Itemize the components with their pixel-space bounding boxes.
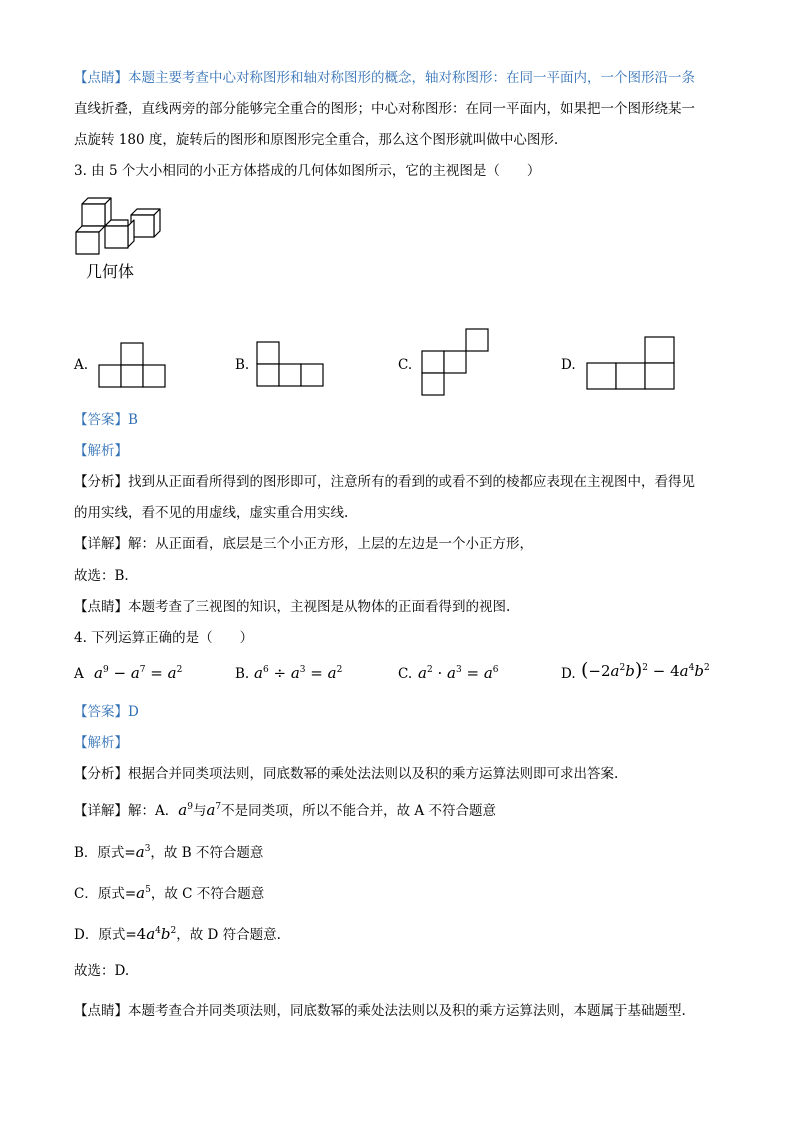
q4-detail-d-expr: $4a^4b^2$ [136,925,177,943]
q4-detail-a-mid: 与 [192,803,207,819]
q3-figure-caption: 几何体 [86,262,135,281]
q3-option-d-figure [586,336,678,392]
q3-jiexi: 【解析】 [74,443,128,459]
q2-comment-line-3: 点旋转 180 度，旋转后的图形和原图形完全重合，那么这个图形就叫做中心图形. [74,132,559,148]
q2-comment-text-1: 【点睛】本题主要考查中心对称图形和轴对称图形的概念，轴对称图形：在同一平面内，一个图形沿一条 [74,70,695,86]
q3-detail: 【详解】解：从正面看，底层是三个小正方形，上层的左边是一个小正方形， [74,536,533,552]
q3-choose: 故选：B. [74,568,129,584]
q4-detail-d-prefix: D．原式= [74,927,137,943]
q4-detail-b [74,842,263,863]
q3-solid-figure [74,196,184,256]
q4-option-b-expr: $a^6 \div a^3 = a^2$ [254,664,343,682]
q4-detail-c-suffix: ，故 C 不符合题意 [150,886,265,902]
q4-choose: 故选：D. [74,963,130,979]
q3-option-c-label: C. [398,357,413,373]
q3-stem: 3. 由 5 个大小相同的小正方体搭成的几何体如图所示，它的主视图是（ ） [74,163,541,179]
q4-detail-a [74,800,496,821]
q4-option-d-label: D. [561,666,576,682]
q4-analysis: 【分析】根据合并同类项法则，同底数幂的乘处法法则以及积的乘方运算法则即可求出答案. [74,766,619,782]
q4-comment: 【点睛】本题考查合并同类项法则，同底数幂的乘处法法则以及积的乘方运算法则，本题属于基础题型. [74,1003,686,1019]
q3-option-d-label: D. [561,357,576,373]
q4-detail-b-expr: $a^3$ [135,843,151,861]
q4-detail-a-prefix: 【详解】解：A． [74,803,179,819]
q4-detail-c-expr: $a^5$ [136,884,151,902]
q4-detail-b-prefix: B．原式= [74,845,136,861]
q4-detail-d-suffix: ，故 D 符合题意. [176,927,281,943]
q4-option-a-expr: $a^9 - a^7 = a^2$ [94,664,183,682]
q4-option-b-label: B. [235,666,250,682]
q3-answer: 【答案】B [74,412,138,428]
q4-detail-c-prefix: C．原式= [74,886,137,902]
q3-analysis-line-1: 【分析】找到从正面看所得到的图形即可，注意所有的看到的或看不到的棱都应表现在主视图中，看得见 [74,474,695,490]
q4-option-a-label: A [74,666,84,682]
q4-option-d-expr: $(-2a^2b)^2 - 4a^4b^2$ [581,659,710,681]
q3-option-c-figure [421,328,491,398]
q4-detail-a-term2: $a^7$ [206,801,222,819]
q2-comment-line-2: 直线折叠，直线两旁的部分能够完全重合的图形；中心对称图形：在同一平面内，如果把一个图形绕某一 [74,101,695,117]
q4-detail-c [74,883,264,904]
q3-option-b-label: B. [235,357,250,373]
q4-stem: 4. 下列运算正确的是（ ） [74,630,254,646]
q4-detail-b-suffix: ，故 B 不符合题意 [150,845,264,861]
q4-jiexi: 【解析】 [74,735,128,751]
q3-option-b-figure [256,341,326,387]
q4-detail-a-suffix: 不是同类项，所以不能合并，故 A 不符合题意 [221,803,496,819]
q3-option-a-figure [98,342,168,388]
q3-option-a-label: A. [74,357,89,373]
q4-detail-a-term1: $a^9$ [178,801,193,819]
q2-comment-line-1 [74,68,695,88]
q4-answer: 【答案】D [74,704,139,720]
q3-comment: 【点睛】本题考查了三视图的知识，主视图是从物体的正面看得到的视图. [74,599,511,615]
q4-detail-d [74,924,281,945]
q3-analysis-line-2: 的用实线，看不见的用虚线，虚实重合用实线. [74,505,349,521]
q4-option-c-expr: $a^2 \cdot a^3 = a^6$ [418,664,499,682]
q4-option-c-label: C. [398,666,413,682]
